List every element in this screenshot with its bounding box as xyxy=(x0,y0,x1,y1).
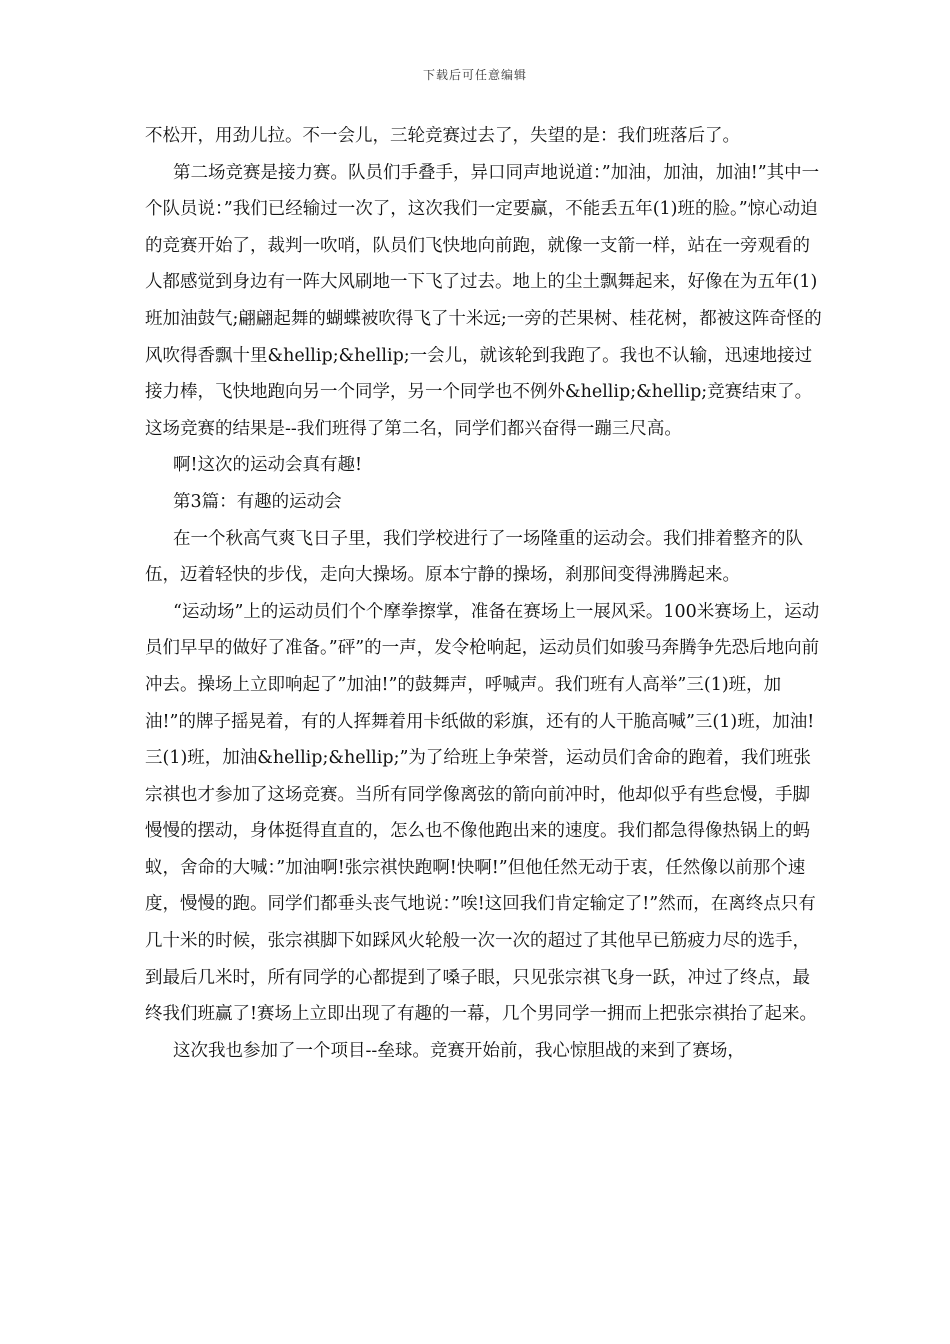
document-body xyxy=(145,118,825,1069)
paragraph-relay-race: 第二场竞赛是接力赛。队员们手叠手，异口同声地说道：”加油，加油，加油!”其中一个队员说：”我们已经输过一次了，这次我们一定要赢，不能丢五年(1)班的脸。”惊心动迫的竞赛开始了，裁判一吹哨，队员们飞快地向前跑，就像一支箭一样，站在一旁观看的人都感觉到身边有一阵大风刷地一下飞了过去。地上的尘土飘舞起来，好像在为五年(1)班加油鼓气;翩翩起舞的蝴蝶被吹得飞了十米远;一旁的芒果树、桂花树，都被这阵奇怪的风吹得香飘十里&hellip;&hellip;一会儿，就该轮到我跑了。我也不认输，迅速地接过接力棒，飞快地跑向另一个同学，另一个同学也不例外&hellip;&hellip;竞赛结束了。这场竞赛的结果是--我们班得了第二名，同学们都兴奋得一蹦三尺高。 xyxy=(145,162,822,439)
paragraph-softball: 这次我也参加了一个项目--垒球。竞赛开始前，我心惊胆战的来到了赛场， xyxy=(173,1040,745,1061)
paragraph-100m-race: “运动场”上的运动员们个个摩拳擦掌，准备在赛场上一展风采。100米赛场上，运动员们早早的做好了准备。”砰”的一声，发令枪响起，运动员们如骏马奔腾争先恐后地向前冲去。操场上立即响起了”加油!”的鼓舞声，呼喊声。我们班有人高举”三(1)班，加油!”的牌子摇晃着，有的人挥舞着用卡纸做的彩旗，还有的人干脆高喊”三(1)班，加油!三(1)班，加油&hellip;&hellip;”为了给班上争荣誉，运动员们舍命的跑着，我们班张宗祺也才参加了这场竞赛。当所有同学像离弦的箭向前冲时，他却似乎有些怠慢，手脚慢慢的摆动，身体挺得直直的，怎么也不像他跑出来的速度。我们都急得像热锅上的蚂蚁，舍命的大喊：”加油啊!张宗祺快跑啊!快啊!”但他任然无动于衷，任然像以前那个速度，慢慢的跑。同学们都垂头丧气地说：”唉!这回我们肯定输定了!”然而，在离终点只有几十米的时候，张宗祺脚下如踩风火轮般一次一次的超过了其他早已筋疲力尽的选手，到最后几米时，所有同学的心都提到了嗓子眼，只见张宗祺飞身一跃，冲过了终点，最终我们班赢了!赛场上立即出现了有趣的一幕，几个男同学一拥而上把张宗祺抬了起来。 xyxy=(145,601,820,1025)
paragraph-continuation: 不松开，用劲儿拉。不一会儿，三轮竞赛过去了，失望的是：我们班落后了。 xyxy=(145,126,740,146)
paragraph-intro: 在一个秋高气爽飞日子里，我们学校进行了一场隆重的运动会。我们排着整齐的队伍，迈着轻快的步伐，走向大操场。原本宁静的操场，刹那间变得沸腾起来。 xyxy=(145,528,803,586)
page-header-note: 下载后可任意编辑 xyxy=(422,68,527,82)
paragraph-exclamation: 啊!这次的运动会真有趣! xyxy=(173,455,363,476)
section-heading: 第3篇：有趣的运动会 xyxy=(173,491,342,512)
